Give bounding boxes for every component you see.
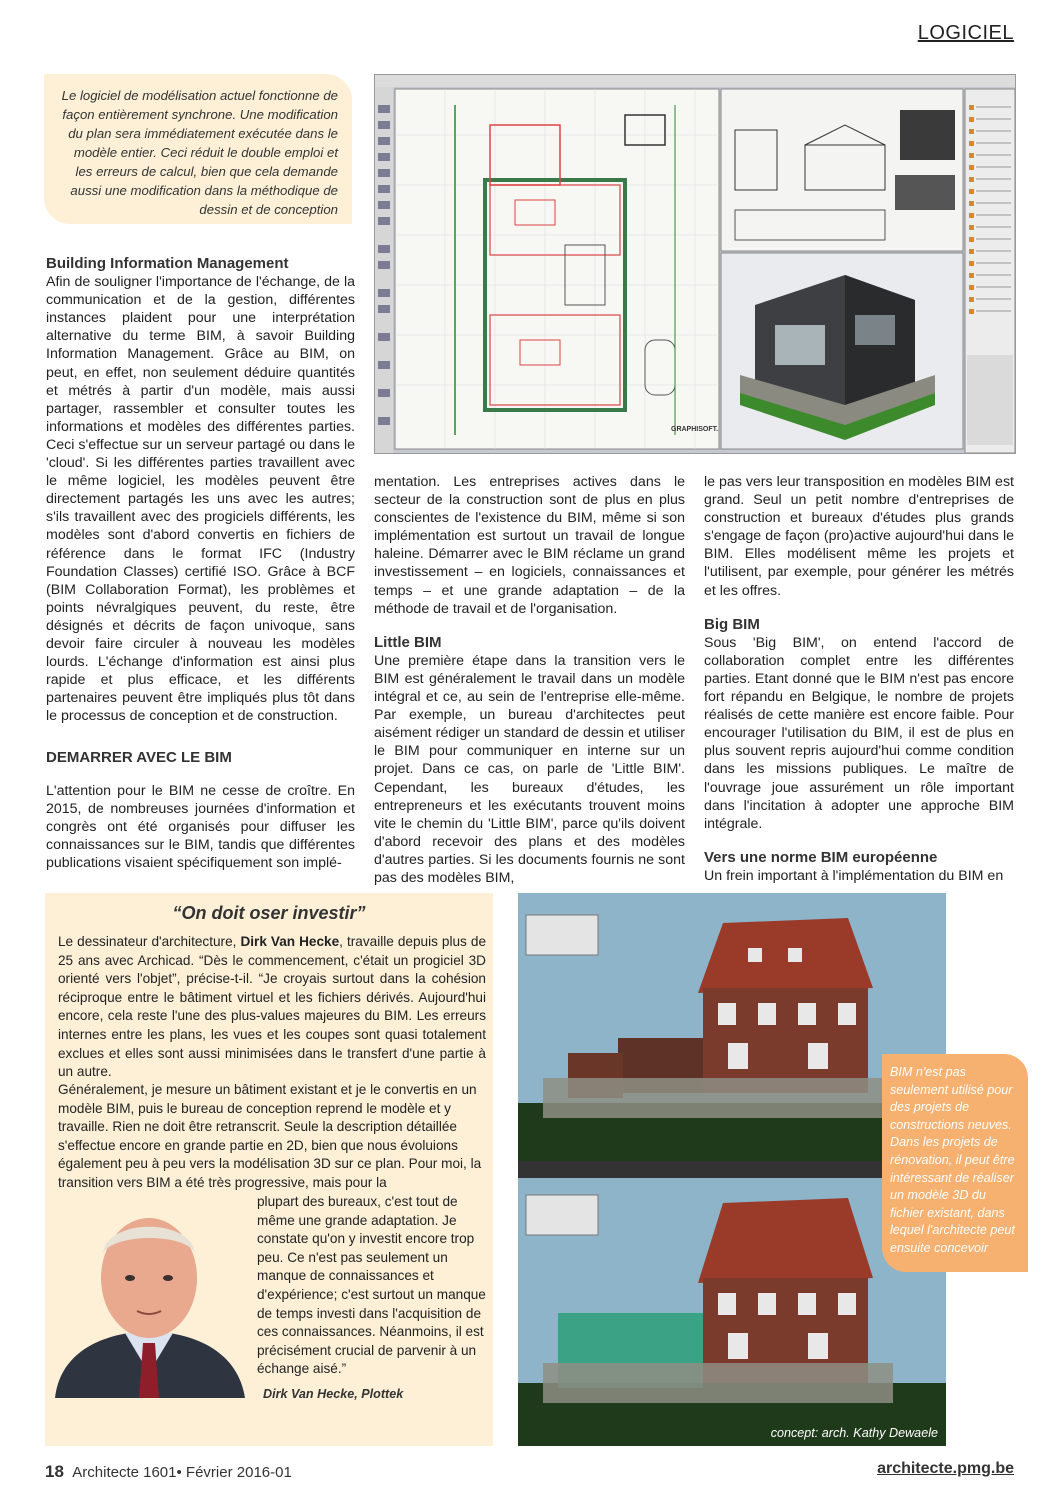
col2-paragraph-1: mentation. Les entreprises actives dans le secteur de la construction sont de plus en plus conscientes de l'existence du BIM, même si son implémentation est surtout un travail de longue haleine. Démarrer avec le BIM réclame un grand investissement – en logiciels, connaissances et temps – et une grande adaptation – de la méthode de travail et de l'organisation.: [374, 474, 685, 617]
graphisoft-logo: GRAPHISOFT.: [671, 426, 719, 433]
col2-paragraph-2: Une première étape dans la transition vers le BIM est généralement le travail dans un modèle intégral et ce, au sein de l'entreprise elle-même. Par exemple, un bureau d'architectes peut aisément rédiger un standard de dessin et utiliser le BIM pour communiquer en interne sur un projet. Dans ce cas, on parle de 'Little BIM'. Cependant, les bureaux d'études, les entrepreneurs et les exécutants trouvent moins vite le chemin du 'Little BIM', parce qu'ils doivent d'abord recevoir des plans et des modèles d'autres parties. Si les documents fournis ne sont pas des modèles BIM,: [374, 652, 685, 886]
interview-box: [45, 893, 493, 1446]
archicad-screenshot-graphic: [375, 75, 1015, 453]
col3-paragraph-3: Un frein important à l'implémentation du BIM en: [704, 867, 1004, 884]
caption-box: [44, 74, 352, 224]
side-caption-text: BIM n'est pas seulement utilisé pour des projets de constructions neuves. Dans les projets de rénovation, il peut être intéressant de réaliser un modèle 3D du fichier existant, dans lequel l'architecte peut ensuite concevoir: [890, 1065, 1015, 1255]
col3-paragraph-1: le pas vers leur transposition en modèles BIM est grand. Seul un petit nombre d'entreprises de construction et bureaux d'études plus grands s'engage de façon (pro)active aujourd'hui dans le BIM. Elles modélisent même les projets et l'utilisent, par exemple, pour générer les métrés et les offres.: [704, 474, 1014, 599]
interview-paragraph-2: Généralement, je mesure un bâtiment existant et je le convertis en un modèle BIM, puis le bureau de conception reprend le modèle et y travaille. Rien ne doit être retranscrit. Seule la description détaillée s'effectue encore en grande partie en 2D, bien que nous évoluions également peu à peu vers la modélisation 3D sur ce plan. Pour moi, la transition vers BIM a été très progressive, mais pour la: [58, 1082, 482, 1190]
heading-big-bim: Big BIM: [704, 615, 760, 633]
col1-paragraph-2: L'attention pour le BIM ne cesse de croître. En 2015, de nombreuses journées d'information et congrès ont été organisés pour diffuser les connaissances sur le BIM, tandis que différentes publications visaient spécifiquement son implé-: [46, 782, 355, 871]
caption-text: Le logiciel de modélisation actuel fonctionne de façon entièrement synchrone. Une modification du plan sera immédiatement exécutée dans le modèle entier. Ceci réduit le double emploi et les erreurs de calcul, bien que cela demande aussi une modification dans la méthodique de dessin et de conception: [61, 88, 338, 217]
photo-caption: Dirk Van Hecke, Plottek: [263, 1387, 404, 1401]
column-2: [374, 473, 685, 899]
issue-info: Architecte 1601• Février 2016-01: [72, 1464, 292, 1481]
render-credit: concept: arch. Kathy Dewaele: [770, 1426, 938, 1440]
interview-title: “On doit oser investir”: [172, 903, 366, 923]
column-1: [46, 255, 355, 884]
page-number: 18: [45, 1462, 64, 1481]
col3-paragraph-2: Sous 'Big BIM', on entend l'accord de collaboration complet entre les différentes parties. Etant donné que le BIM n'est pas encore fort répandu en Belgique, le nombre de projets réalisés de cette manière est encore faible. Pour encourager l'utilisation du BIM, il est de plus en plus souvent repris aujourd'hui comme condition dans les missions publiques. Le maître de l'ouvrage joue assurément un rôle important dans l'incitation à adopter une approche BIM intégrale.: [704, 634, 1014, 832]
archicad-screenshot: [374, 74, 1016, 454]
heading-demarrer-avec-le-bim: DEMARRER AVEC LE BIM: [46, 749, 232, 767]
interview-name: Dirk Van Hecke: [240, 934, 340, 949]
heading-building-information-management: Building Information Management: [46, 255, 289, 272]
section-tag: LOGICIEL: [917, 22, 1014, 44]
side-caption-box: [882, 1054, 1028, 1272]
website-link[interactable]: architecte.pmg.be: [877, 1460, 1014, 1477]
col1-paragraph-1: Afin de souligner l'importance de l'échange, de la communication et de la gestion, différentes instances plaident pour une interprétation alternative du terme BIM, à savoir Building Information Management. Grâce au BIM, on peut, en effet, non seulement déduire quantités et métrés à partir d'un modèle, mais aussi partager, rassembler et consulter toutes les informations et modèles des différentes parties. Ceci s'effectue sur un serveur partagé ou dans le 'cloud'. Si les différentes parties travaillent avec le même logiciel, les modèles peuvent être directement partagés les uns avec les autres; s'ils travaillent avec des progiciels différents, les modèles sont d'abord convertis en fichiers de référence dans le format IFC (Industry Foundation Classes) certifié ISO. Grâce à BCF (BIM Collaboration Format), les problèmes et points névralgiques peuvent, du reste, être désignés et décrits de façon univoque, sans devoir faire circuler à nouveau les modèles lourds. L'échange d'information est ainsi plus rapide et plus efficace, et les différents partenaires peuvent être impliqués plus tôt dans le processus de conception et de construction.: [46, 274, 355, 725]
portrait-photo: [45, 1193, 253, 1398]
interview-paragraph-1: Le dessinateur d'architecture, Dirk Van Hecke, travaille depuis plus de 25 ans avec Archicad. “Dès le commencement, c'était un progiciel 3D orienté vers l'objet”, précise-t-il. “Je croyais surtout dans la cohésion réciproque entre le bâtiment virtuel et les fichiers dérivés. Aujourd'hui encore, cela reste l'une des plus-values majeures du BIM. Les erreurs internes entre les plans, les vues et les coupes sont quasi totalement exclues et elles sont aussi minimisées dans le transfert d'une partie à un autre.: [58, 934, 486, 1080]
column-3: [704, 473, 1014, 897]
heading-little-bim: Little BIM: [374, 633, 442, 651]
footer-left: [45, 1462, 292, 1482]
interview-paragraph-3: plupart des bureaux, c'est tout de même une grande adaptation. Je constate qu'on y investit encore trop peu. Ce n'est pas seulement un manque de connaissances et d'expérience; c'est surtout un manque de temps investi dans l'acquisition de ces connaissances. Néanmoins, il est précisément crucial de parvenir à un échange aisé.”: [257, 1194, 486, 1377]
heading-vers-une-norme-bim-europeenne: Vers une norme BIM européenne: [704, 848, 938, 866]
